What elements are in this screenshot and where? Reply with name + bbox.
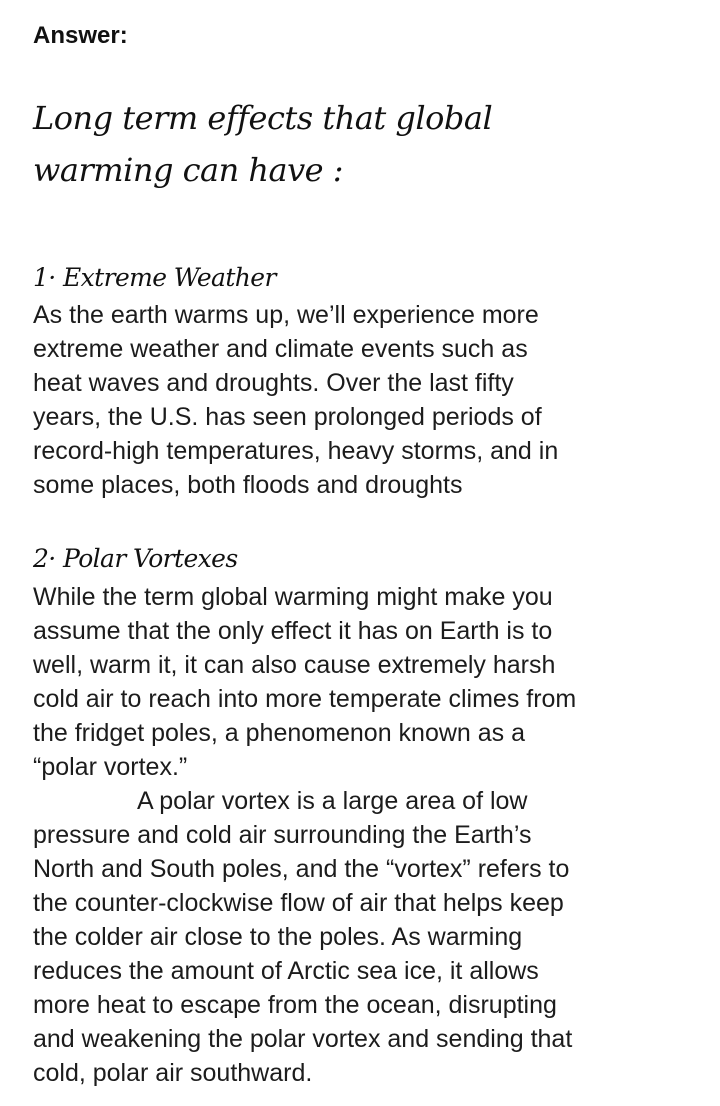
text-line: well, warm it, it can also cause extremely harsh (33, 651, 556, 679)
text-line: the fridget poles, a phenomenon known as a (33, 719, 526, 747)
text-line: the counter-clockwise flow of air that helps keep (33, 889, 564, 917)
answer-label: Answer: (33, 22, 128, 49)
paragraph-polar-vortex-definition (33, 784, 703, 1090)
text-line: extreme weather and climate events such as (33, 335, 528, 363)
section-heading-polar-vortexes: 2· Polar Vortexes (33, 544, 238, 573)
paragraph-extreme-weather (33, 298, 703, 502)
text-line: the colder air close to the poles. As warming (33, 923, 523, 951)
text-line: pressure and cold air surrounding the Earth’s (33, 821, 532, 849)
title-line: Long term effects that global (33, 99, 493, 137)
text-line: years, the U.S. has seen prolonged periods of (33, 403, 542, 431)
paragraph-polar-vortexes (33, 580, 703, 784)
text-line: “polar vortex.” (33, 753, 188, 781)
text-line: cold, polar air southward. (33, 1059, 313, 1087)
text-line: As the earth warms up, we’ll experience more (33, 301, 539, 329)
text-line-indented: A polar vortex is a large area of low (137, 787, 528, 815)
text-line: some places, both floods and droughts (33, 471, 463, 499)
text-line: and weakening the polar vortex and sending that (33, 1025, 573, 1053)
text-line: assume that the only effect it has on Earth is to (33, 617, 553, 645)
text-line: record-high temperatures, heavy storms, and in (33, 437, 559, 465)
handwritten-title (33, 92, 673, 196)
title-line: warming can have : (33, 151, 344, 189)
text-line: cold air to reach into more temperate climes from (33, 685, 577, 713)
text-line: North and South poles, and the “vortex” refers to (33, 855, 570, 883)
text-line: heat waves and droughts. Over the last fifty (33, 369, 514, 397)
text-line: While the term global warming might make you (33, 583, 553, 611)
text-line: more heat to escape from the ocean, disrupting (33, 991, 557, 1019)
text-line: reduces the amount of Arctic sea ice, it allows (33, 957, 539, 985)
section-heading-extreme-weather: 1· Extreme Weather (33, 263, 276, 292)
